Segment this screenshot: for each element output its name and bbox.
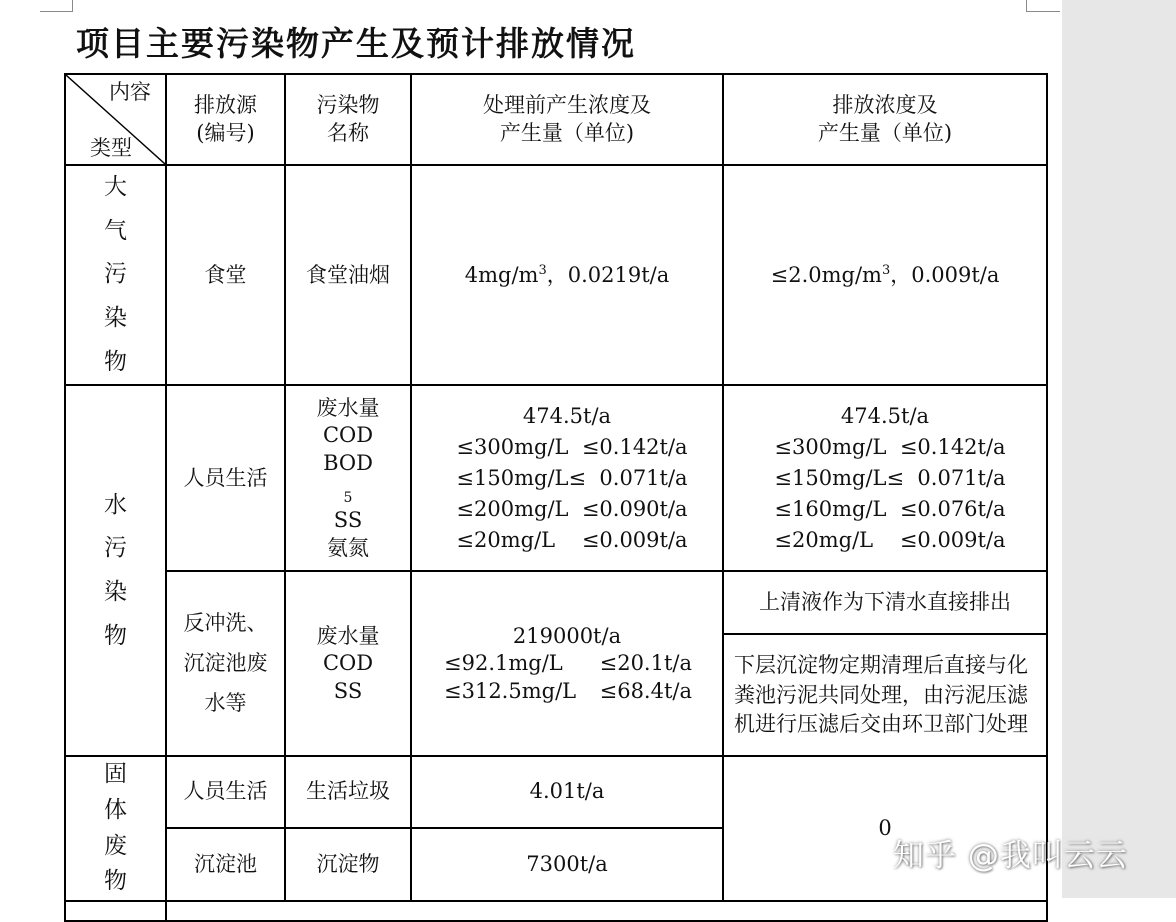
water-source-backwash: 反冲洗、 沉淀池废 水等 — [166, 571, 285, 756]
crop-mark-left-h — [40, 11, 73, 12]
air-after-value: $\le 2.0mg/m^3$，0.009t/a — [723, 165, 1047, 385]
solid-source-sediment: 沉淀池 — [166, 828, 285, 901]
crop-mark-right-h — [1026, 11, 1060, 12]
partial-next-row — [65, 901, 1047, 921]
solid-before-domestic: 4.01t/a — [411, 756, 723, 827]
air-source: 食堂 — [166, 165, 285, 385]
water-before-backwash — [411, 571, 723, 756]
header-source: 排放源 (编号) — [166, 74, 285, 165]
air-category: 大 气 污 染 物 — [65, 165, 166, 385]
water-after-sediment: 下层沉淀物定期清理后直接与化粪池污泥共同处理，由污泥压滤机进行压滤后交由环卫部门处理 — [723, 634, 1047, 756]
header-type-label: 类型 — [90, 135, 132, 160]
header-content-label: 内容 — [109, 80, 151, 104]
solid-category: 固 体 废 物 — [65, 756, 166, 901]
air-pollutant: 食堂油烟 — [285, 165, 411, 385]
water-pollutants-backwash: 废水量 COD SS — [285, 571, 411, 756]
header-before-treatment: 处理前产生浓度及 产生量（单位) — [411, 74, 723, 165]
water-after-domestic: 474.5t/a ≤300mg/L ≤0.142t/a ≤150mg/L≤ 0.071t/a ≤160mg/L ≤0.076t/a ≤20mg/L ≤0.009t/a — [723, 385, 1047, 571]
backwash-volume: 219000t/a — [512, 623, 622, 648]
solid-before-sediment: 7300t/a — [411, 828, 723, 901]
water-category: 水 污 染 物 — [65, 385, 166, 756]
water-row-backwash-top — [65, 571, 1047, 634]
water-row-domestic — [65, 385, 1047, 571]
watermark: 知乎 @我叫云云 — [893, 838, 1128, 874]
backwash-ss: ≤312.5mg/L ≤68.4t/a — [444, 678, 692, 703]
solid-row-domestic — [65, 756, 1047, 827]
document-title: 项目主要污染物产生及预计排放情况 — [76, 24, 636, 63]
backwash-cod: ≤92.1mg/L ≤20.1t/a — [444, 651, 692, 676]
solid-pollutant-sediment: 沉淀物 — [285, 828, 411, 901]
air-row — [65, 165, 1047, 385]
emissions-table — [64, 73, 1048, 922]
solid-after: 0 — [723, 756, 1047, 901]
water-pollutants-domestic: 废水量 COD BOD $_5$ SS 氨氮 — [285, 385, 411, 571]
header-discharge: 排放浓度及 产生量（单位) — [723, 74, 1047, 165]
solid-pollutant-domestic: 生活垃圾 — [285, 756, 411, 827]
header-pollutant: 污染物 名称 — [285, 74, 411, 165]
solid-source-domestic: 人员生活 — [166, 756, 285, 827]
air-before-value: $4mg/m^3$，0.0219t/a — [411, 165, 723, 385]
water-before-domestic: 474.5t/a ≤300mg/L ≤0.142t/a ≤150mg/L≤ 0.071t/a ≤200mg/L ≤0.090t/a ≤20mg/L ≤0.009t/a — [411, 385, 723, 571]
header-row — [65, 74, 1047, 165]
water-after-supernatant: 上清液作为下清水直接排出 — [723, 571, 1047, 634]
page-gutter — [1062, 0, 1176, 898]
diagonal-header-cell — [65, 74, 166, 165]
water-source-domestic: 人员生活 — [166, 385, 285, 571]
